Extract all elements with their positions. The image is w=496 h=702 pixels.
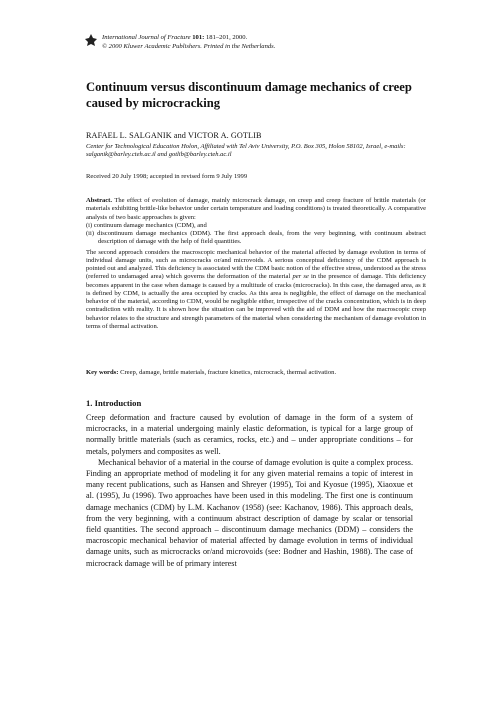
abstract bbox=[86, 197, 426, 331]
journal-volume: 101: bbox=[192, 34, 205, 41]
abstract-item-2: (ii) discontinuum damage mechanics (DDM). The first approach deals, from the very beginning, with continuum abstract description of damage with the help of field quantities. bbox=[86, 230, 426, 246]
section-heading: 1. Introduction bbox=[86, 398, 142, 408]
keywords bbox=[86, 369, 426, 376]
abstract-para2-a: The second approach considers the macroscopic mechanical behavior of the material affected by damage evolution in terms of individual damage units, such as microcracks or/and microvoids. A serious conceptual deficiency of the CDM approach is pointed out and analyzed. This deficiency is associated with the CDM basic notion of the effective stress, understood as the stress (referred to undamaged area) which governs the deformation of the material bbox=[86, 248, 426, 281]
abstract-paragraph-2 bbox=[86, 249, 426, 332]
paper-title: Continuum versus discontinuum damage mechanics of creep caused by microcracking bbox=[86, 80, 412, 110]
abstract-item-1: (i) continuum damage mechanics (CDM), and bbox=[86, 221, 207, 229]
authors: RAFAEL L. SALGANIK and VICTOR A. GOTLIB bbox=[86, 131, 262, 140]
abstract-per-se: per se bbox=[292, 273, 309, 281]
journal-name: International Journal of Fracture bbox=[102, 34, 191, 41]
body-text bbox=[86, 412, 413, 569]
journal-citation bbox=[102, 34, 275, 43]
abstract-para2-b: in the presence of damage. This deficiency becomes apparent in the case when damage is caused by a multitude of cracks (microcracks). In this case, the damaged area, as it is defined by CDM, is actually the area occupied by cracks. As this area is negligible, the effect of damage on the mechanical behavior of the material, according to CDM, would be negligible either, irrespective of the cracks concentration, which is in deep contradiction with reality. It is shown how the situation can be improved with the aid of DDM and how the macroscopic creep behavior relates to the structure and strength parameters of the material when considering the mechanism of damage evolution in terms of thermal activation. bbox=[86, 273, 427, 330]
abstract-label: Abstract. bbox=[86, 197, 112, 204]
keywords-text: Creep, damage, brittle materials, fracture kinetics, microcrack, thermal activation. bbox=[120, 369, 337, 376]
affiliation: Center for Technological Education Holon, Affiliated with Tel Aviv University, P.O. Box 305, Holon 58102, Israel, e-mails: salganik@barley.cteh.ac.il and gotlib@barley.cteh.ac.il bbox=[86, 143, 406, 159]
keywords-label: Key words: bbox=[86, 369, 119, 376]
abstract-intro-text: The effect of evolution of damage, mainly microcrack damage, on creep and creep fracture of brittle materials (or materials exhibiting brittle-like behavior under certain temperature and loading conditions) is treated theoretically. A comparative analysis of two basic approaches is given: bbox=[86, 197, 426, 221]
journal-pages: 181–201, 2000. bbox=[205, 34, 248, 41]
received-dates: Received 20 July 1998; accepted in revised form 9 July 1999 bbox=[86, 173, 248, 180]
copyright-line: © 2000 Kluwer Academic Publishers. Printed in the Netherlands. bbox=[102, 42, 276, 50]
abstract-intro bbox=[86, 197, 426, 222]
body-paragraph-1: Creep deformation and fracture caused by evolution of damage in the form of a system of microcracks, in a material undergoing mainly elastic deformation, is typical for a large group of normally brittle materials (such as ceramics, rocks, etc.) and – under appropriate conditions – for metals, polymers and composites as well. bbox=[86, 413, 413, 456]
journal-header bbox=[102, 34, 275, 51]
publisher-logo-icon bbox=[84, 33, 98, 47]
body-paragraph-2: Mechanical behavior of a material in the course of damage evolution is quite a complex process. Finding an appropriate method of modeling it for any given material remains a topic of interest in many recent publications, such as Hansen and Shreyer (1995), Toi and Kyosue (1995), Xiaoxue et al. (1995), Ju (1996). Two approaches have been used in this modeling. The first one is continuum damage mechanics (CDM) by L.M. Kachanov (1958) (see: Kachanov, 1986). This approach deals, from the very beginning, with a continuum abstract description of damage by scalar or tensorial field quantities. The second approach – discontinuum damage mechanics (DDM) – considers the macroscopic mechanical behavior of material affected by damage evolution in terms of individual damage units, such as microcracks or/and microvoids (see: Bodner and Hashin, 1988). The case of microcrack damage will be of primary interest bbox=[86, 457, 413, 568]
